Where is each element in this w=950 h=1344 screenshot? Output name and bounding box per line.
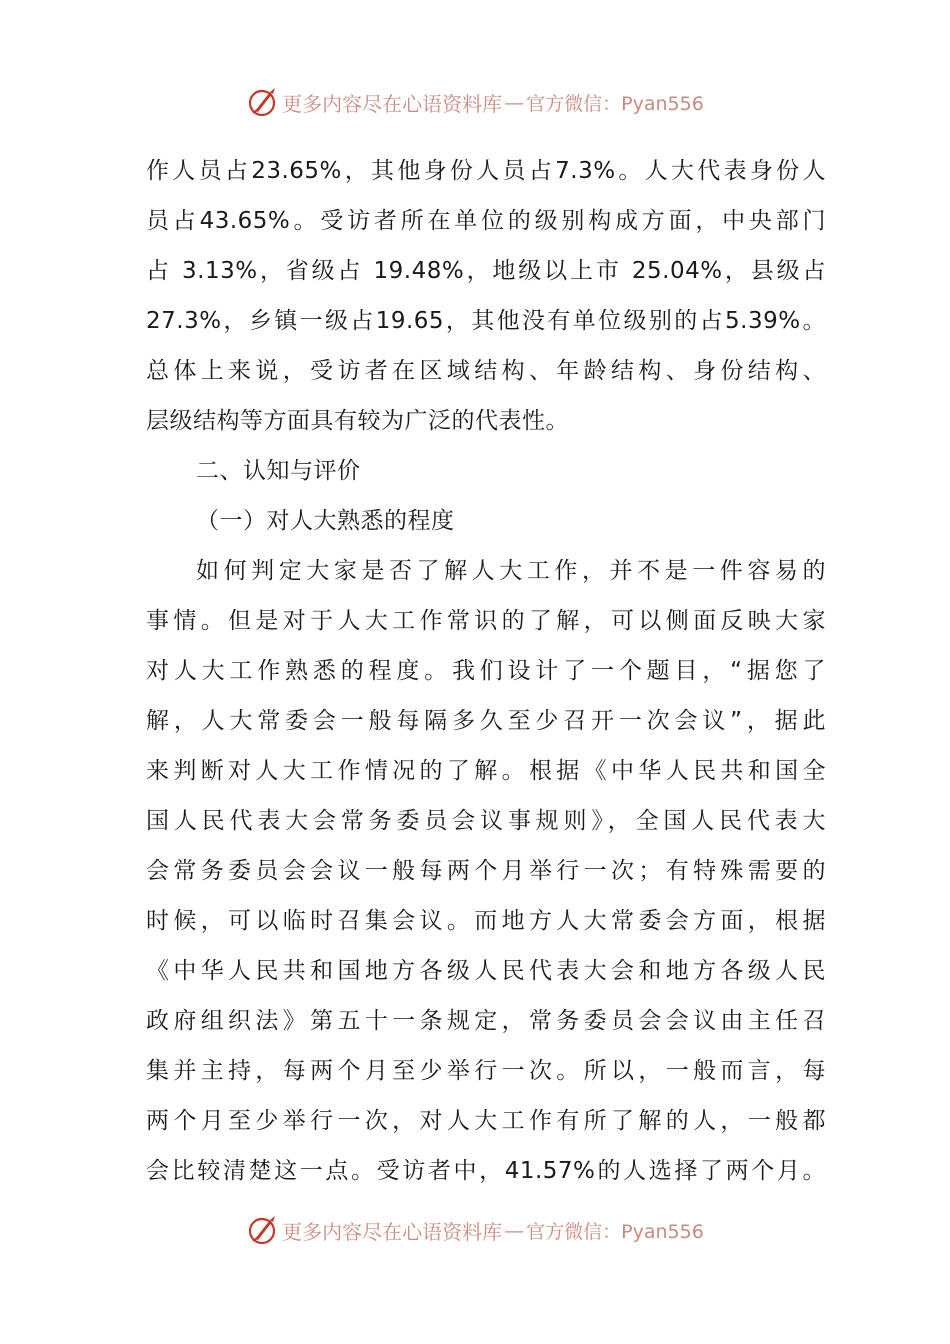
paragraph-line: 如何判定大家是否了解人大工作，并不是一件容易的 [196,558,826,584]
header-watermark-banner [0,82,950,122]
paragraph-line: 来判断对人大工作情况的了解。根据《中华人民共和国全 [146,758,826,784]
paragraph-line: 集并主持，每两个月至少举行一次。所以，一般而言，每 [146,1058,826,1084]
header-site-name: 更多内容尽在心语资料库 [282,91,503,116]
footer-separator: — [504,1218,525,1242]
header-wechat: 官方微信：Pyan556 [526,92,704,115]
paragraph-line: 政府组织法》第五十一条规定，常务委员会会议由主任召 [146,1008,826,1034]
paragraph-line: 解，人大常委会一般每隔多久至少召开一次会议”，据此 [146,708,826,734]
footer-watermark-banner [0,1210,950,1250]
paragraph-line: 国人民代表大会常务委员会议事规则》，全国人民代表大 [146,808,826,834]
header-separator: — [504,90,525,114]
paragraph-line: 时候，可以临时召集会议。而地方人大常委会方面，根据 [146,908,826,934]
paragraph-line: 员占43.65%。受访者所在单位的级别构成方面，中央部门 [146,208,826,234]
paragraph-line: 《中华人民共和国地方各级人民代表大会和地方各级人民 [146,958,826,984]
document-body [146,146,826,1196]
paragraph-line: 层级结构等方面具有较为广泛的代表性。 [146,408,569,434]
paragraph-line: 事情。但是对于人大工作常识的了解，可以侧面反映大家 [146,608,826,634]
paragraph-line: 总体上来说，受访者在区域结构、年龄结构、身份结构、 [146,358,826,384]
paragraph-line: 会比较清楚这一点。受访者中，41.57%的人选择了两个月。 [146,1158,826,1184]
paragraph-line: 作人员占23.65%，其他身份人员占7.3%。人大代表身份人 [146,158,826,184]
section-heading: 二、认知与评价 [196,458,361,484]
quill-logo-icon [246,86,278,118]
subsection-heading: （一）对人大熟悉的程度 [196,508,455,534]
quill-logo-icon [246,1214,278,1246]
footer-wechat: 官方微信：Pyan556 [526,1220,704,1243]
paragraph-line: 两个月至少举行一次，对人大工作有所了解的人，一般都 [146,1108,826,1134]
paragraph-line: 会常务委员会会议一般每两个月举行一次；有特殊需要的 [146,858,826,884]
paragraph-line: 对人大工作熟悉的程度。我们设计了一个题目，“据您了 [146,658,826,684]
paragraph-line: 27.3%，乡镇一级占19.65，其他没有单位级别的占5.39%。 [146,308,826,334]
paragraph-line: 占 3.13%，省级占 19.48%，地级以上市 25.04%，县级占 [146,258,826,284]
footer-site-name: 更多内容尽在心语资料库 [282,1219,503,1244]
